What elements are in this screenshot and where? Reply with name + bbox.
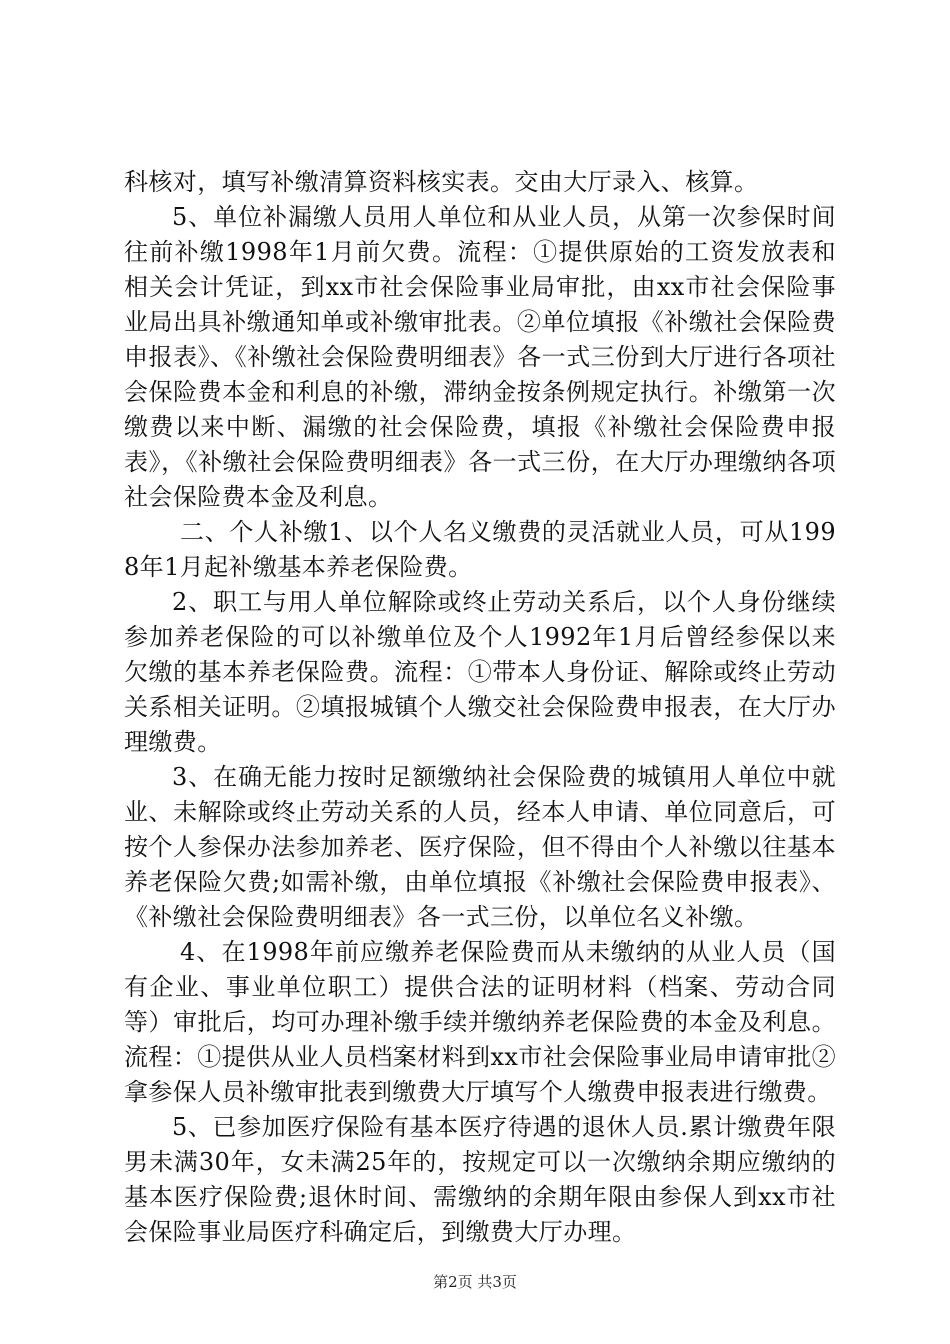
paragraph-continuation: 科核对，填写补缴清算资料核实表。交由大厅录入、核算。 bbox=[124, 168, 759, 196]
paragraph-personal-back-payment: 二、个人补缴1、以个人名义缴费的灵活就业人员，可从1998年1月起补缴基本养老保险费。 bbox=[124, 518, 836, 581]
page-footer: 第2页 共3页 bbox=[433, 1273, 517, 1291]
document-body bbox=[124, 165, 836, 1250]
paragraph-unit-back-payment: 5、单位补漏缴人员用人单位和从业人员，从第一次参保时间往前补缴1998年1月前欠费。流程：①提供原始的工资发放表和相关会计凭证，到xx市社会保险事业局审批，由xx市社会保险事业局出具补缴通知单或补缴审批表。②单位填报《补缴社会保险费申报表》、《补缴社会保险费明细表》各一式三份到大厅进行各项社会保险费本金和利息的补缴，滞纳金按条例规定执行。补缴第一次缴费以来中断、漏缴的社会保险费，填报《补缴社会保险费申报表》，《补缴社会保险费明细表》各一式三份，在大厅办理缴纳各项社会保险费本金及利息。 bbox=[124, 203, 836, 511]
paragraph-item-3: 3、在确无能力按时足额缴纳社会保险费的城镇用人单位中就业、未解除或终止劳动关系的人员，经本人申请、单位同意后，可按个人参保办法参加养老、医疗保险，但不得由个人补缴以往基本养老保险欠费;如需补缴，由单位填报《补缴社会保险费申报表》、《补缴社会保险费明细表》各一式三份，以单位名义补缴。 bbox=[124, 763, 836, 931]
paragraph-item-2: 2、职工与用人单位解除或终止劳动关系后，以个人身份继续参加养老保险的可以补缴单位及个人1992年1月后曾经参保以来欠缴的基本养老保险费。流程：①带本人身份证、解除或终止劳动关系相关证明。②填报城镇个人缴交社会保险费申报表，在大厅办理缴费。 bbox=[124, 588, 836, 756]
paragraph-item-5: 5、已参加医疗保险有基本医疗待遇的退休人员.累计缴费年限男未满30年，女未满25年的，按规定可以一次缴纳余期应缴纳的基本医疗保险费;退休时间、需缴纳的余期年限由参保人到xx市社会保险事业局医疗科确定后，到缴费大厅办理。 bbox=[124, 1113, 836, 1246]
paragraph-item-4: 4、在1998年前应缴养老保险费而从未缴纳的从业人员（国有企业、事业单位职工）提供合法的证明材料（档案、劳动合同等）审批后，均可办理补缴手续并缴纳养老保险费的本金及利息。流程：①提供从业人员档案材料到xx市社会保险事业局申请审批②拿参保人员补缴审批表到缴费大厅填写个人缴费申报表进行缴费。 bbox=[124, 938, 836, 1106]
